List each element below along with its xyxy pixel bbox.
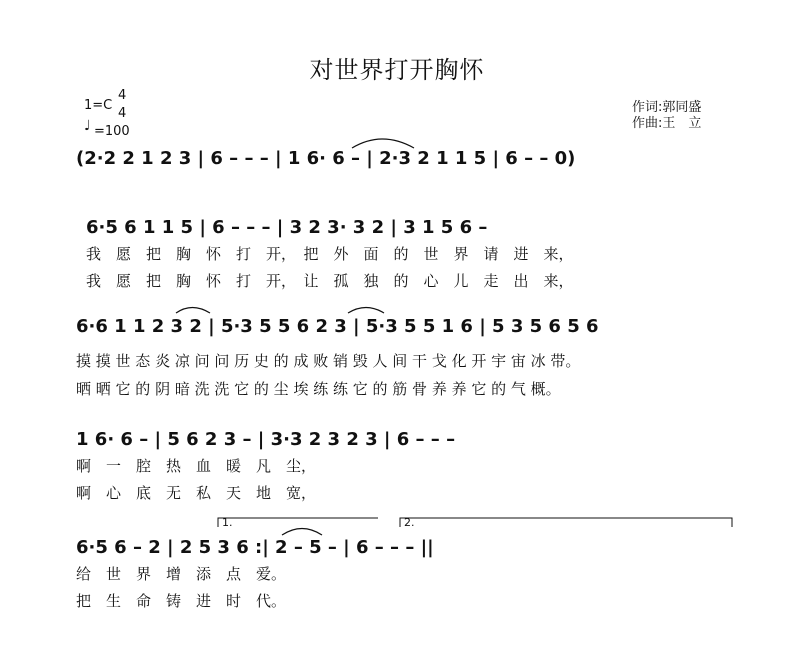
notation-row-3: 6·6 1 1 2 3 2 | 5·3 5 5 6 2 3 | 5·3 5 5 1 6 | 5 3 5 6 5 6 [76, 316, 599, 337]
slur-row-1 [352, 139, 414, 148]
lyrics-row-5-verse-2: 把 生 命 铸 进 时 代。 [76, 592, 287, 610]
composer-credit: 作曲:王 立 [632, 116, 702, 131]
lyrics-row-3-verse-2: 晒 晒 它 的 阴 暗 洗 洗 它 的 尘 埃 练 练 它 的 筋 骨 养 养 它 的 气 概。 [76, 380, 561, 398]
tempo-marking: =100 [94, 124, 130, 139]
lyricist-credit: 作词:郭同盛 [632, 100, 702, 115]
lyrics-row-2-verse-2: 我 愿 把 胸 怀 打 开， 让 孤 独 的 心 儿 走 出 来， [86, 272, 574, 290]
second-ending-label: 2. [404, 516, 415, 529]
time-signature-bottom: 4 [118, 106, 127, 121]
first-ending-label: 1. [222, 516, 233, 529]
notation-row-2: 6·5 6 1 1 5 | 6 – – – | 3 2 3· 3 2 | 3 1 5 6 – [86, 217, 488, 238]
slur-row-5 [282, 529, 322, 536]
second-ending-bracket [400, 518, 732, 527]
key-signature: 1=C [84, 98, 113, 113]
song-title: 对世界打开胸怀 [309, 56, 485, 84]
lyrics-row-5-verse-1: 给 世 界 增 添 点 爱。 [76, 565, 287, 583]
lyrics-row-2-verse-1: 我 愿 把 胸 怀 打 开， 把 外 面 的 世 界 请 进 来， [86, 245, 574, 263]
notation-row-4: 1 6· 6 – | 5 6 2 3 – | 3·3 2 3 2 3 | 6 – – – [76, 429, 456, 450]
lyrics-row-4-verse-1: 啊 一 腔 热 血 暖 凡 尘， [76, 457, 317, 475]
lyrics-row-4-verse-2: 啊 心 底 无 私 天 地 宽， [76, 484, 317, 502]
notation-row-5: 6·5 6 – 2 | 2 5 3 6 :| 2 – 5 – | 6 – – – || [76, 537, 434, 558]
slur-row-3a [176, 308, 210, 314]
first-ending-bracket [218, 518, 378, 527]
notation-row-1: (2·2 2 1 2 3 | 6 – – – | 1 6· 6 – | 2·3 2 1 1 5 | 6 – – 0) [76, 148, 576, 169]
lyrics-row-3-verse-1: 摸 摸 世 态 炎 凉 问 问 历 史 的 成 败 销 毁 人 间 干 戈 化 开 宇 宙 冰 带。 [76, 352, 581, 370]
quarter-note-icon: ♩ [84, 118, 91, 134]
time-signature-top: 4 [118, 88, 127, 103]
slur-row-3b [348, 308, 384, 314]
